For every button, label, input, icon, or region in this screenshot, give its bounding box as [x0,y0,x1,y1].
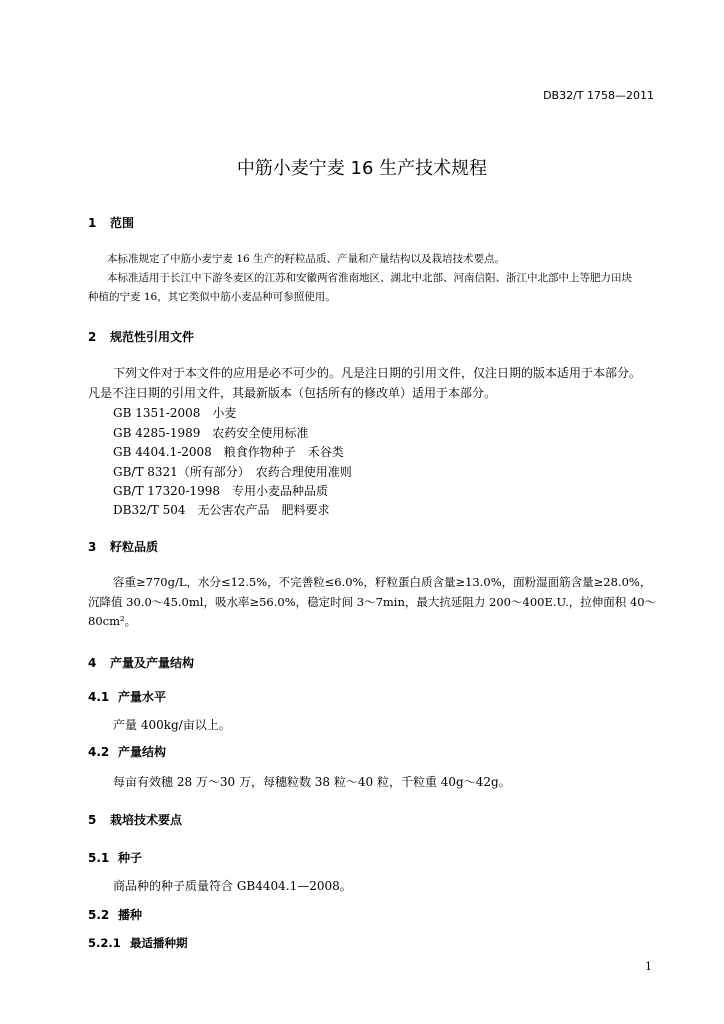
reference-item: GB 1351-2008 小麦 [113,406,237,420]
subsection-5-1-heading [88,849,142,866]
section-title: 产量及产量结构 [110,656,195,670]
section-title: 产量水平 [118,690,167,704]
paragraph: 本标准规定了中筋小麦宁麦 16 生产的籽粒品质、产量和产量结构以及栽培技术要点。 [107,253,506,265]
section-number: 4 [88,656,97,670]
paragraph: 商品种的种子质量符合 GB4404.1—2008。 [113,879,352,893]
paragraph-continued: 种植的宁麦 16，其它类似中筋小麦品种可参照使用。 [88,291,336,303]
standard-code: DB32/T 1758—2011 [543,89,654,102]
paragraph: 每亩有效穗 28 万～30 万，每穗粒数 38 粒～40 粒，千粒重 40g～42g。 [113,775,511,789]
section-number: 5 [88,813,97,827]
section-title: 种子 [118,851,143,865]
paragraph: 下列文件对于本文件的应用是必不可少的。凡是注日期的引用文件，仅注日期的版本适用于本部分。 [113,366,642,380]
section-number: 3 [88,540,97,554]
section-title: 籽粒品质 [110,540,159,554]
section-number: 5.2 [88,908,110,922]
section-3-heading [88,538,158,555]
section-number: 1 [88,216,97,230]
section-number: 4.2 [88,745,110,759]
subsection-4-2-heading [88,743,166,760]
section-title: 播种 [118,908,143,922]
section-5-heading [88,811,182,828]
section-title: 栽培技术要点 [110,813,183,827]
paragraph: 容重≥770g/L，水分≤12.5%，不完善粒≤6.0%，籽粒蛋白质含量≥13.0%，面粉湿面筋含量≥28.0%， [113,575,652,589]
page-number: 1 [645,960,652,973]
section-number: 5.2.1 [88,936,121,950]
paragraph: 产量 400kg/亩以上。 [113,718,231,732]
paragraph-continued: 凡是不注日期的引用文件，其最新版本（包括所有的修改单）适用于本部分。 [88,386,497,400]
section-title: 最适播种期 [130,936,188,950]
section-title: 产量结构 [118,745,167,759]
reference-item: GB/T 17320-1998 专用小麦品种品质 [113,484,329,498]
section-number: 5.1 [88,851,110,865]
subsection-4-1-heading [88,688,166,705]
subsection-5-2-1-heading [88,935,188,951]
reference-item: DB32/T 504 无公害农产品 肥料要求 [113,503,330,517]
section-title: 规范性引用文件 [110,330,195,344]
section-title: 范围 [110,216,135,230]
document-title: 中筋小麦宁麦 16 生产技术规程 [236,158,488,179]
paragraph-continued: 沉降值 30.0～45.0ml，吸水率≥56.0%，稳定时间 3～7min，最大抗延阻力 200～400E.U.，拉伸面积 40～ [88,595,657,609]
subsection-5-2-heading [88,906,142,923]
section-number: 2 [88,330,97,344]
reference-item: GB 4285-1989 农药安全使用标准 [113,426,309,440]
section-number: 4.1 [88,690,110,704]
reference-item: GB/T 8321（所有部分） 农药合理使用准则 [113,465,352,479]
paragraph: 本标准适用于长江中下游冬麦区的江苏和安徽两省淮南地区、湖北中北部、河南信阳、浙江中北部中上等肥力田块 [107,272,632,284]
reference-item: GB 4404.1-2008 粮食作物种子 禾谷类 [113,445,344,459]
section-2-heading [88,328,194,345]
section-4-heading [88,654,194,671]
section-1-heading [88,214,134,231]
paragraph-continued: 80cm²。 [88,614,137,628]
